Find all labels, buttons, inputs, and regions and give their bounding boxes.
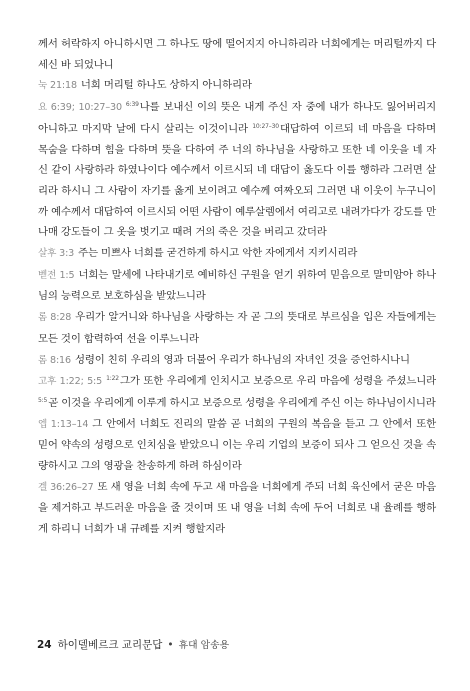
verse-paragraph bbox=[38, 265, 436, 307]
verse-text: 나를 보내신 이의 뜻은 내게 주신 자 중에 내가 하나도 잃어버리지 아니하고 마지막 날에 다시 살리는 이것이니라 bbox=[38, 101, 436, 135]
verse-text: 그 안에서 너희도 진리의 말씀 곧 너희의 구원의 복음을 듣고 그 안에서 또한 믿어 약속의 성령으로 인치심을 받았으니 이는 우리 기업의 보증이 되사 그 얻으신 것을 속량하시고 그의 영광을 찬송하게 하려 하심이라 bbox=[38, 417, 437, 473]
verse-paragraph bbox=[38, 34, 436, 75]
verse-paragraph bbox=[38, 350, 436, 372]
verse-number: 6:39 bbox=[125, 101, 139, 109]
verse-text: 곧 이것을 우리에게 이루게 하시고 보증으로 성령을 우리에게 주신 이는 하나님이시니라 bbox=[48, 396, 436, 409]
scripture-reference: 살후 3:3 bbox=[38, 248, 75, 260]
verse-paragraph bbox=[38, 371, 436, 413]
verse-text: 너희는 말세에 나타내기로 예비하신 구원을 얻기 위하여 믿음으로 말미암아 하나님의 능력으로 보호하심을 받았느니라 bbox=[38, 268, 437, 303]
verse-text: 우리가 알거니와 하나님을 사랑하는 자 곧 그의 뜻대로 부르심을 입은 자들에게는 모든 것이 합력하여 선을 이루느니라 bbox=[38, 311, 437, 345]
verse-text: 성령이 친히 우리의 영과 더불어 우리가 하나님의 자녀인 것을 증언하시나니 bbox=[74, 353, 410, 366]
book-subtitle: 휴대 암송용 bbox=[178, 640, 230, 651]
footer-separator: • bbox=[167, 639, 174, 651]
verse-paragraph bbox=[38, 243, 436, 265]
verse-paragraph bbox=[38, 414, 436, 477]
verse-text: 께서 허락하지 아니하시면 그 하나도 땅에 떨어지지 아니하리라 너희에게는 머리털까지 다 세신 바 되었나니 bbox=[38, 38, 436, 71]
scripture-reference: 요 6:39; 10:27–30 bbox=[38, 102, 122, 114]
verse-number: 10:27–30 bbox=[252, 122, 279, 130]
scripture-reference: 롬 8:16 bbox=[38, 354, 71, 366]
verse-paragraph bbox=[38, 477, 436, 540]
page-footer bbox=[37, 637, 229, 652]
verse-paragraph bbox=[38, 307, 436, 349]
scripture-reference: 롬 8:28 bbox=[38, 312, 72, 324]
book-title: 하이델베르크 교리문답 bbox=[57, 639, 163, 651]
page-body bbox=[38, 34, 436, 540]
verse-number: 1:22 bbox=[106, 375, 119, 383]
verse-text: 주는 미쁘사 너희를 굳건하게 하시고 악한 자에게서 지키시리라 bbox=[78, 247, 358, 260]
scripture-reference: 벧전 1:5 bbox=[38, 269, 75, 281]
verse-paragraph bbox=[38, 75, 436, 97]
verse-text: 대답하여 이르되 네 마음을 다하며 목숨을 다하며 힘을 다하며 뜻을 다하여 주 너의 하나님을 사랑하고 또한 네 이웃을 네 자신 같이 사랑하라 하였나이다 예수께서 이르시되 네 대답이 옳도다 이를 행하라 그러면 살리라 하시니 그 사람이 자기를 옳게 보이려고 예수께 여짜오되 그러면 내 이웃이 누구니이까 예수께서 대답하여 이르시되 어떤 사람이 예루살렘에서 여리고로 내려가다가 강도를 만나매 강도들이 그 옷을 벗기고 때려 거의 죽은 것을 버리고 갔더라 bbox=[38, 122, 436, 239]
scripture-reference: 겔 36:26–27 bbox=[38, 481, 94, 493]
scripture-reference: 고후 1:22; 5:5 bbox=[38, 376, 103, 388]
verse-paragraph bbox=[38, 97, 436, 243]
scripture-reference: 엡 1:13–14 bbox=[38, 418, 89, 430]
verse-number: 5:5 bbox=[38, 396, 48, 404]
page-number: 24 bbox=[37, 639, 52, 651]
scripture-reference: 눅 21:18 bbox=[38, 80, 77, 92]
verse-text: 그가 또한 우리에게 인치시고 보증으로 우리 마음에 성령을 주셨느니라 bbox=[119, 375, 436, 388]
verse-text: 너희 머리털 하나도 상하지 아니하리라 bbox=[80, 79, 252, 92]
verse-text: 또 새 영을 너희 속에 두고 새 마음을 너희에게 주되 너희 육신에서 굳은 마음을 제거하고 부드러운 마음을 줄 것이며 또 내 영을 너희 속에 두어 너희로 내 율례를 행하게 하리니 너희가 내 규례를 지켜 행할지라 bbox=[38, 480, 436, 536]
